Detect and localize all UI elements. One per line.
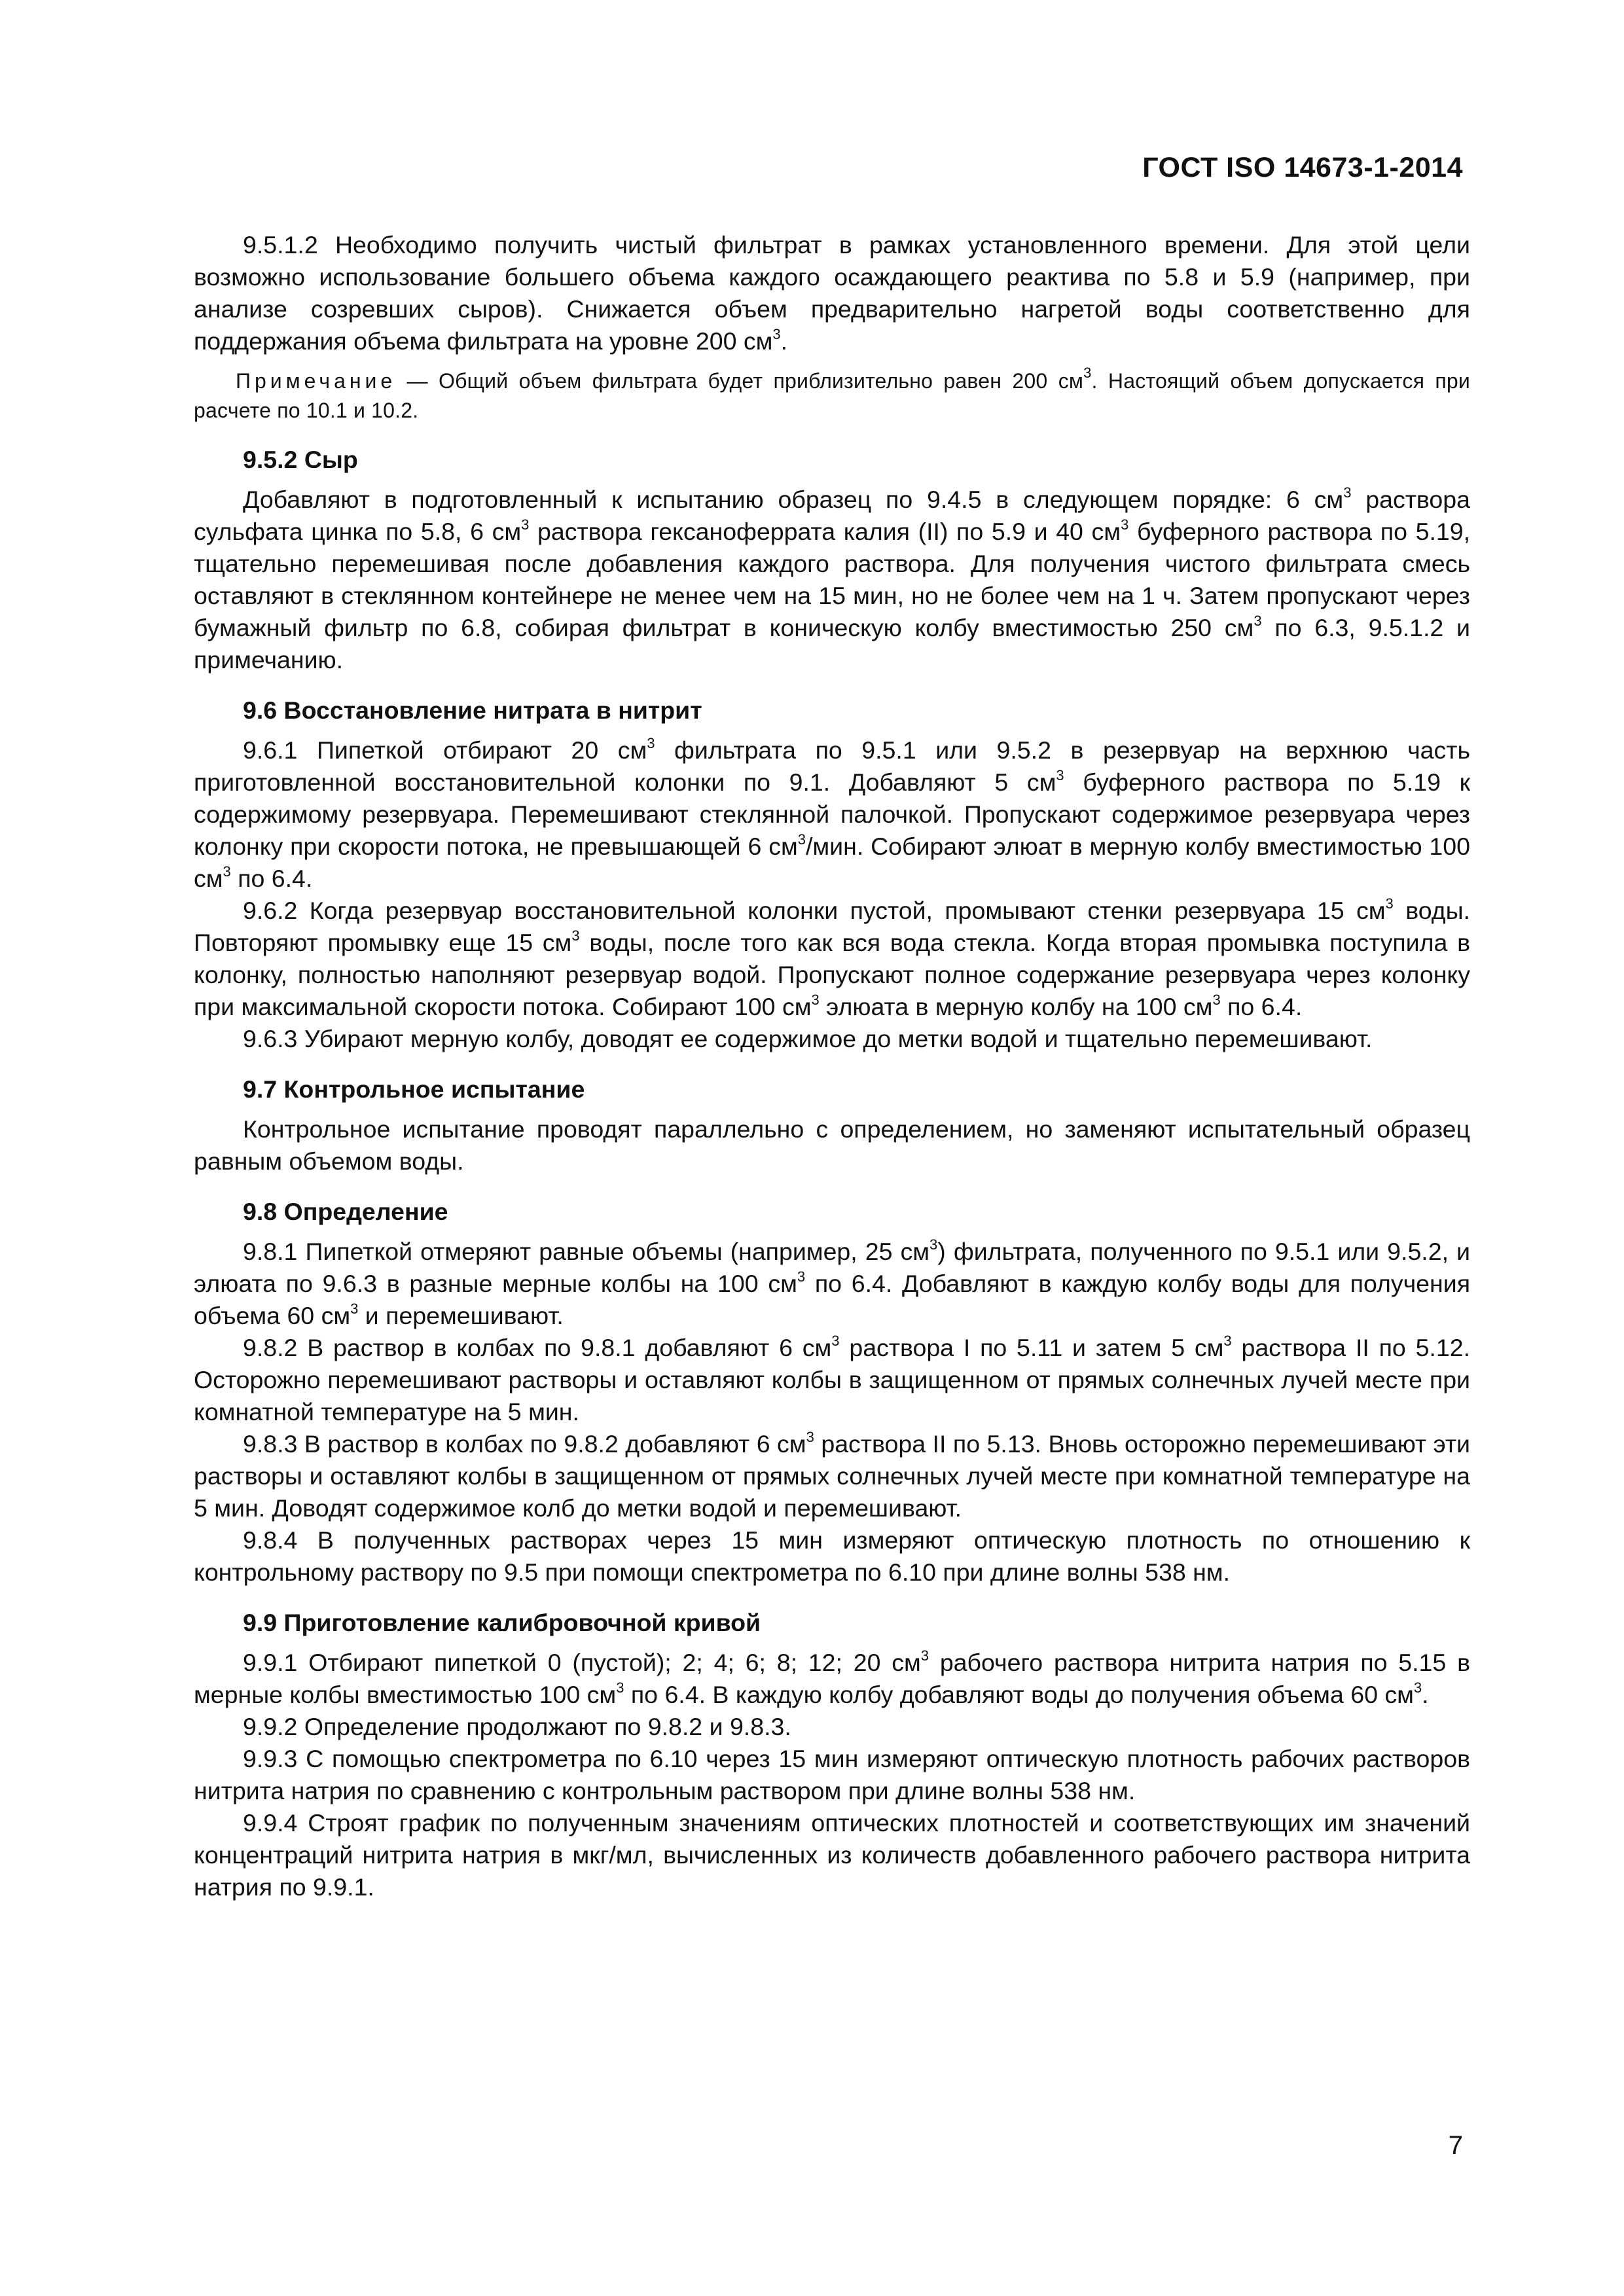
page-number: 7	[1448, 2131, 1463, 2160]
document-code-header: ГОСТ ISO 14673-1-2014	[1142, 152, 1463, 183]
document-body	[194, 229, 1470, 1903]
paragraph-9-8-2: 9.8.2 В раствор в колбах по 9.8.1 добавляют 6 $см^3$ раствора I по 5.11 и затем 5 $см^3$ раствора II по 5.12. Осторожно перемешивают растворы и оставляют колбы в защищенном от прямых солнечных лучей месте при комнатной температуре на 5 мин.	[194, 1333, 1470, 1426]
heading-9-7: 9.7 Контрольное испытание	[243, 1075, 585, 1103]
paragraph-9-6-1: 9.6.1 Пипеткой отбирают 20 $см^3$ фильтрата по 9.5.1 или 9.5.2 в резервуар на верхнюю часть приготовленной восстановительной колонки по 9.1. Добавляют 5 $см^3$ буферного раствора по 5.19 к содержимому резервуара. Перемешивают стеклянной палочкой. Пропускают содержимое резервуара через колонку при скорости потока, не превышающей 6 $см^3$/мин. Собирают элюат в мерную колбу вместимостью 100 $см^3$ по 6.4.	[194, 735, 1471, 892]
paragraph-9-9-2: 9.9.2 Определение продолжают по 9.8.2 и 9.8.3.	[243, 1713, 791, 1740]
paragraph-9-5-1-2: 9.5.1.2 Необходимо получить чистый фильтрат в рамках установленного времени. Для этой цели возможно использование большего объема каждого осаждающего реактива по 5.8 и 5.9 (например, при анализе созревших сыров). Снижается объем предварительно нагретой воды соответственно для поддержания объема фильтрата на уровне 200 $см^3$.	[194, 231, 1470, 355]
paragraph-9-9-1: 9.9.1 Отбирают пипеткой 0 (пустой); 2; 4; 6; 8; 12; 20 $см^3$ рабочего раствора нитрита натрия по 5.15 в мерные колбы вместимостью 100 $см^3$ по 6.4. В каждую колбу добавляют воды до получения объема 60 $см^3$.	[194, 1647, 1470, 1708]
paragraph-9-9-4: 9.9.4 Строят график по полученным значениям оптических плотностей и соответствующих им значений концентраций нитрита натрия в мкг/мл, вычисленных из количеств добавленного рабочего раствора нитрита натрия по 9.9.1.	[194, 1809, 1470, 1901]
note: Примечание — Общий объем фильтрата будет приблизительно равен 200 $см^3$. Настоящий объем допускается при расчете по 10.1 и 10.2.	[194, 365, 1470, 422]
paragraph-9-8-3: 9.8.3 В раствор в колбах по 9.8.2 добавляют 6 $см^3$ раствора II по 5.13. Вновь осторожно перемешивают эти растворы и оставляют колбы в защищенном от прямых солнечных лучей месте при комнатной температуре на 5 мин. Доводят содержимое колб до метки водой и перемешивают.	[194, 1429, 1470, 1522]
heading-9-6: 9.6 Восстановление нитрата в нитрит	[243, 696, 702, 724]
paragraph-9-6-2: 9.6.2 Когда резервуар восстановительной колонки пустой, промывают стенки резервуара 15 $см^3$ воды. Повторяют промывку еще 15 $см^3$ воды, после того как вся вода стекла. Когда вторая промывка поступила в колонку, полностью наполняют резервуар водой. Пропускают полное содержание резервуара через колонку при максимальной скорости потока. Собирают 100 $см^3$ элюата в мерную колбу на 100 $см^3$ по 6.4.	[194, 895, 1470, 1020]
paragraph-9-9-3: 9.9.3 С помощью спектрометра по 6.10 через 15 мин измеряют оптическую плотность рабочих растворов нитрита натрия по сравнению с контрольным раствором при длине волны 538 нм.	[194, 1745, 1470, 1804]
paragraph-9-7: Контрольное испытание проводят параллельно с определением, но заменяют испытательный образец равным объемом воды.	[194, 1115, 1470, 1175]
note-label: Примечание	[236, 369, 397, 393]
paragraph-9-8-1: 9.8.1 Пипеткой отмеряют равные объемы (например, 25 $см^3$) фильтрата, полученного по 9.5.1 или 9.5.2, и элюата по 9.6.3 в разные мерные колбы на 100 $см^3$ по 6.4. Добавляют в каждую колбу воды для получения объема 60 $см^3$ и перемешивают.	[194, 1236, 1470, 1329]
paragraph-9-8-4: 9.8.4 В полученных растворах через 15 мин измеряют оптическую плотность по отношению к контрольному раствору по 9.5 при помощи спектрометра по 6.10 при длине волны 538 нм.	[194, 1526, 1470, 1586]
heading-9-5-2: 9.5.2 Сыр	[243, 446, 358, 473]
heading-9-8: 9.8 Определение	[243, 1198, 448, 1225]
paragraph-9-6-3: 9.6.3 Убирают мерную колбу, доводят ее содержимое до метки водой и тщательно перемешивают.	[243, 1025, 1373, 1052]
heading-9-9: 9.9 Приготовление калибровочной кривой	[243, 1609, 761, 1636]
paragraph-9-5-2: Добавляют в подготовленный к испытанию образец по 9.4.5 в следующем порядке: 6 $см^3$ раствора сульфата цинка по 5.8, 6 $см^3$ раствора гексаноферрата калия (II) по 5.9 и 40 $см^3$ буферного раствора по 5.19, тщательно перемешивая после добавления каждого раствора. Для получения чистого фильтрата смесь оставляют в стеклянном контейнере не менее чем на 15 мин, но не более чем на 1 ч. Затем пропускают через бумажный фильтр по 6.8, собирая фильтрат в коническую колбу вместимостью 250 $см^3$ по 6.3, 9.5.1.2 и примечанию.	[194, 484, 1470, 673]
